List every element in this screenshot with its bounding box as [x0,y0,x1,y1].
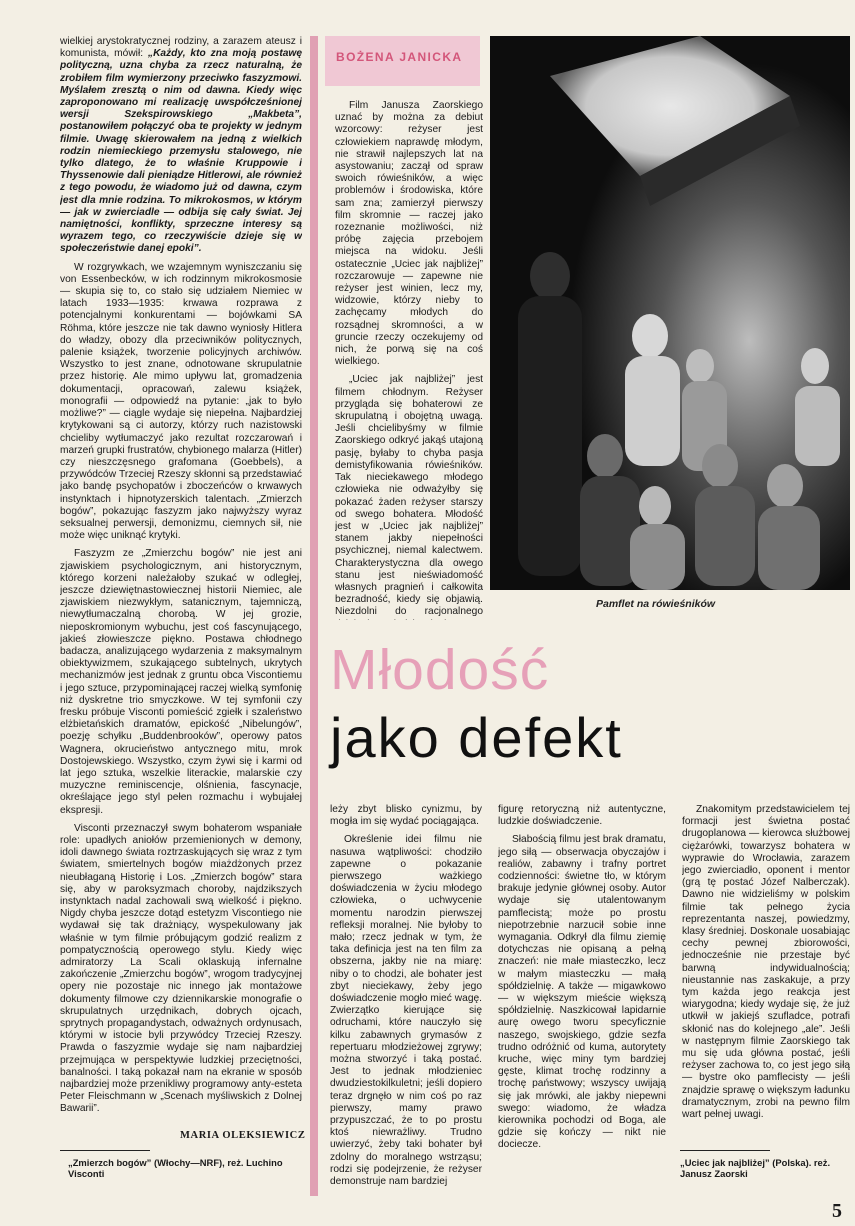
body-column-3 [682,804,850,1144]
headline-line1: Młodość [330,638,550,702]
page-number: 5 [832,1200,842,1222]
paragraph: Faszyzm ze „Zmierzchu bogów” nie jest ani zjawiskiem psychologicznym, ani historycznym, którego korzeni należałoby szukać w odległej, jeszcze dziewiętnastowiecznej historii Niemiec, ale zjawiskiem niezwykłym, satanicznym, tajemniczą, niewytłumaczalną chorobą. W jej grozie, nieposkromionym wybuchu, jest coś fascynującego, jakieś złowieszcze piękno. Postawa chłodnego badacza, analizującego wydarzenia z maksymalnym obiektywizmem, szukającego subtelnych, ukrytych mechanizmów jest jednak z gruntu obca Viscontiemu i jego sztuce, przypominającej raczej wielką symfonię niż dyskretne trio smyczkowe. W tej symfonii czy fresku próbuje Visconti pomieścić zgiełk i szaleństwo elżbietańskich dramatów, epickość „Nibelungów”, poezję schyłku „Buddenbrooków”, operowy patos Wagnera, okrucieństwo antycznego mitu, mrok Dostojewskiego. Wszystko, czym żywi się i karmi od lat jego sztuka, wszelkie literackie, malarskie czy muzyczne reminiscencje, olśnienia, fascynacje, określające jego styl pełen rozmachu i wybujałej ekspresji. [60,548,302,816]
intro-column [335,100,483,620]
footnote-left: „Zmierzch bogów” (Włochy—NRF), reż. Luchino Visconti [68,1157,283,1179]
photo-caption: Pamflet na rówieśników [596,598,716,610]
concert-photo [490,36,850,590]
paragraph: Znakomitym przedstawicielem tej formacji jest świetna postać drugoplanowa — kierowca służbowej ciężarówki, towarzysz bohatera w wyprawie do Wrocławia, zarazem jego zwierciadło, oponent i mentor (grą tę postać Józef Nalberczak). Dawno nie widzieliśmy w polskim filmie tak pełnego życia reprezentanta naszej, powiedzmy, klasy średniej. Doskonale uosabiając cechy pewnej zbiorowości, jednocześnie nie przestaje być barwną indywidualnością; nieustannie nas zaskakuje, a przy tym każda jego reakcja jest wiarygodna; kiedy wydaje się, że już utkwił w jakiejś szufladce, potrafi skłonić nas do kolejnego „ale”. Jeśli w następnym filmie Zaorskiego tak mu się uda główna postać, jeśli reżyser zachowa to, co jest jego siłą — bystre oko pamflecisty — jeśli znajdzie sprawę o większym ładunku dramatycznym, zrobi na pewno film wart pełnej uwagi. [682,804,850,1121]
body-column-1 [330,804,482,1196]
footnote-rule [680,1150,770,1151]
paragraph: Visconti przeznaczył swym bohaterom wspaniałe role: upadłych aniołów przemienionych w demony, idoli dawnego świata roztrzaskujących się wraz z tym światem, smiertelnych bogów miażdżonych przez nieubłaganą Historię i Los. „Zmierzch bogów” stara się, aby w paroksyzmach choroby, najdzikszych instynktach nadal zachowali swą wielkość i piękno. Nigdy chyba jeszcze dotąd estetyzm Viscontiego nie wydawał się tak drażniący, wyspekulowany jak właśnie w tym filmie próbującym godzić realizm z pompatycznością operowego stylu. Kiedy więc admiratorzy La Scali oklaskują infernalne zakończenie „Zmierzchu bogów”, wrogom tradycyjnej opery nie pozostaje nic innego jak montażowe dokumenty filmowe czy dziennikarskie monografie o skrupulatnych urzędnikach, dobrych ojcach, sprytnych propagandystach, odważnych ordynusach, którymi w istocie byli przywódcy Trzeciej Rzeszy. Prawda o faszyzmie wydaje się nam najbardziej przejmująca w perspektywie ludzkiej przeciętności, banalności. I taką pokazał nam na ekranie w sposób najbardziej może przenikliwy programowy anty-esteta Peter Fleischmann w „Scenach myśliwskich z Dolnej Bawarii”. [60,822,302,1115]
author-byline: BOŻENA JANICKA [336,50,463,64]
footnote-rule [60,1150,150,1151]
paragraph: W rozgrywkach, we wzajemnym wyniszczaniu się von Essenbecków, w ich rodzinnym mikrokosmosie — skupia się to, co stało się udziałem Niemiec w latach 1933—1935: krwawa rozprawa z potencjalnymi konkurentami — bojówkami SA Röhma, które jeszcze nie tak dawno wyniosły Hitlera do władzy, obozy dla przeciwników politycznych, palenie książek, tworzenie policyjnych archiwów. Wszystko to jest znane, odnotowane skrupulatnie przez historię. Ale mimo upływu lat, gromadzenia dokumentacji, opracowań, zalewu książek, monografii — odpowiedź na pytanie: „jak to było możliwe?” — ciągle wydaje się niepełna. Najbardziej krytykowani są ci autorzy, którzy ruch nazistowski chcieliby wytłumaczyć jako rezultat rozczarowań i marzeń grupki frustratów, chybionego malarza (Hitler) czy nieszczęsnego grafomana (Goebbels), a przywódców Trzeciej Rzeszy skłonni są przedstawiać jako bandę psychopatów i zboczeńców o krwawych instynktach i hipnotyzerskich talentach. „Zmierzch bogów”, pokazując faszyzm jako najwyższy wyraz seksualnej perwersji, demonizmu, ciemnych sił, nie może więc uniknąć krytyki. [60,261,302,542]
paragraph [60,36,302,256]
left-column-text [60,36,302,1126]
paragraph: leży zbyt blisko cynizmu, by mogła im się wydać pociągająca. [330,804,482,828]
headline-line2: jako defekt [330,706,623,769]
text-run: wielkiej arystokratycznej rodziny, a zarazem ateusz i komunista, mówił: [60,36,302,60]
author-signature: MARIA OLEKSIEWICZ [180,1130,306,1141]
footnote-right: „Uciec jak najbliżej” (Polska). reż. Janusz Zaorski [680,1157,831,1179]
paragraph: Określenie idei filmu nie nasuwa wątpliwości: chodziło zapewne o pokazanie pierwszego ważkiego doświadczenia w życiu młodego człowieka, o uchwycenie momentu narodzin pierwszej refleksji moralnej. Nie byłoby to mało; rzecz jednak w tym, że taka definicja jest na ten film za obszerna, jakby nie na miarę: niby o to chodzi, ale bohater jest zbyt nieciekawy, żeby jego doświadczenie mogło mieć wagę. Zwierzątko kierujące się odruchami, które nauczyło się kilku zabawnych grymasów z repertuaru młodzieżowej zgrywy; można stworzyć i taką postać. Jest to jednak młodzieniec dwudziestokilkuletni; jeśli dopiero teraz drgnęło w nim coś po raz pierwszy, mamy prawo przypuszczać, że to po prostu ktoś niewrażliwy. Trudno uwierzyć, żeby taki bohater był zdolny do moralnego wstrząsu; rodzi się podejrzenie, że reżyser demonstruje nam bardziej [330,834,482,1188]
paragraph: Film Janusza Zaorskiego uznać by można za debiut wzorcowy: reżyser jest człowiekiem naprawdę młodym, nie strawił najlepszych lat na asystowaniu; zaczął od spraw swoich rówieśników, a więc problemów i środowiska, które sam zna; zamierzył pierwszy film skromnie — raczej jako rozeznanie możliwości, niż próbę zajęcia przebojem miejsca na widoku. Jeśli ostatecznie „Uciec jak najbliżej” rozczarowuje — zapewne nie reżyser jest winien, lecz my, widzowie, którzy nieby to zachęcamy młodych do rozsądnej skromności, a w gruncie rzeczy oczekujemy od nich, że porwą się na coś wielkiego. [335,100,483,368]
paragraph: „Uciec jak najbliżej” jest filmem chłodnym. Reżyser przygląda się bohaterowi ze skrupulatną i obojętną uwagą. Jeśli chcielibyśmy w filmie Zaorskiego odkryć jakąś utajoną pasję, byłaby to chyba pasja demistyfikowania rówieśników. Tak nieciekawego młodego człowieka nie odważyłby się pokazać żaden reżyser starszy od swego bohatera. Młodość jest w „Uciec jak najbliżej” stanem jakby niepełności psychicznej, niemal kalectwem. Charakterystyczna dla owego stanu jest nieświadomość własnych pragnień i całkowita bezradność, kiedy się objawią. Niezdolni do racjonalnego [335,374,483,618]
accent-bar [310,36,318,1196]
body-column-2 [498,804,666,1196]
paragraph: Słabością filmu jest brak dramatu, jego siłą — obserwacja obyczajów i realiów, zabawny i trafny portret codzienności: świetne tło, w którym brakuje jedynie głównej osoby. Autor wydaje się utalentowanym pamflecistą; może po prostu niepotrzebnie narzucił sobie inne wymagania. Odkrył dla filmu ziemię dotychczas nie opisaną a pełną znaczeń: nie małe miasteczko, lecz w małym miasteczku — małą spółdzielnię. A także — migawkowo — w większym mieście większą spółdzielnię. Naszkicował lapidarnie aurę owego tworu specyficznie naszego, swojskiego, gdzie sezfa trudno odróżnić od kuma, autorytety kruche, więc miny tym bardziej gęste, klimat trochę rodzinny a trochę państwowy; wszyscy uwijają się jak mrówki, ale jakby niepewni swego: wiadomo, że władza kierownika pochodzi od Boga, ale gdzie się kończy — nikt nie dociecze. [498,834,666,1151]
paragraph: figurę retoryczną niż autentyczne, ludzkie doświadczenie. [498,804,666,828]
quote-text: „Każdy, kto zna moją postawę polityczną, uzna chyba za rzecz naturalną, że zrobiłem film wymierzony przeciwko faszyzmowi. Myślałem zresztą o nim od dawna. Kiedy więc zaproponowano mi realizację uwspółcześnionej wersji Szekspirowskiego „Makbeta”, postanowiłem połączyć oba te projekty w jednym filmie. Uwagę skierowałem na jedną z wielkich rodzin niemieckiego przemysłu stalowego, nie tylko dlatego, że to właśnie Kruppowie i Thyssenowie dali pieniądze Hitlerowi, ale również z tego powodu, że wiadomo już od dawna, czym jest dla mnie rodzina. To mikrokosmos, w którym — jak w zwierciadle — odbija się cały świat. Jej namiętności, konflikty, sprzeczne interesy są wyrazem tego, co rzeczywiście dzieje się w społeczeństwie danej epoki”. [60,48,302,255]
